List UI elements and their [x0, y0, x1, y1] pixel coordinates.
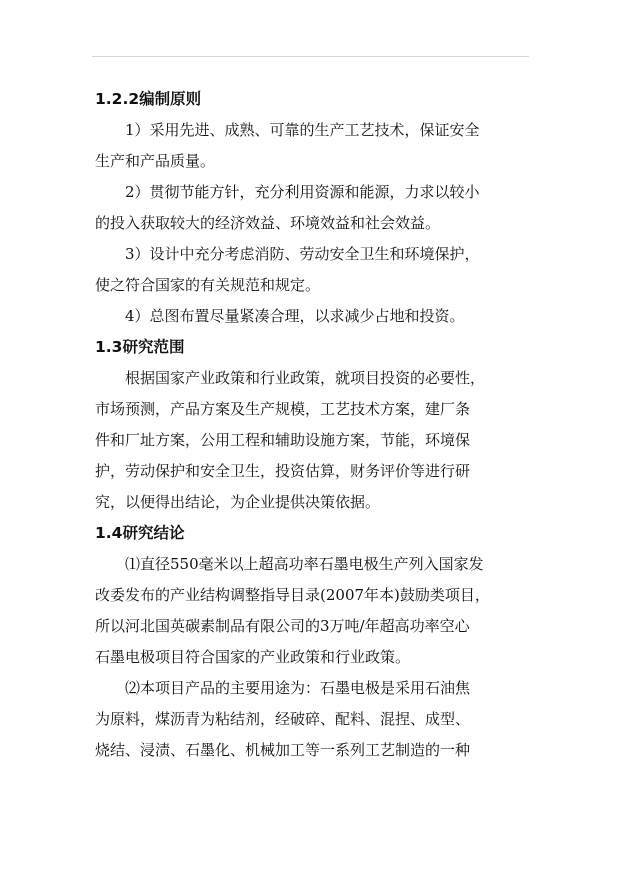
- paragraph-conclusion-1: [95, 549, 525, 673]
- paragraph-principle-3: [95, 239, 525, 301]
- section-heading-1-4: 1.4研究结论: [95, 524, 185, 542]
- text-line: ⑵本项目产品的主要用途为：石墨电极是采用石油焦: [125, 679, 471, 697]
- paragraph-principle-2: [95, 177, 525, 239]
- section-heading-1-2-2: 1.2.2编制原则: [95, 90, 202, 108]
- text-line: 4）总图布置尽量紧凑合理，以求减少占地和投资。: [125, 307, 465, 325]
- paragraph-scope: [95, 363, 525, 518]
- text-line: 根据国家产业政策和行业政策，就项目投资的必要性，: [125, 369, 486, 387]
- text-line: ⑴直径550毫米以上超高功率石墨电极生产列入国家发: [125, 555, 484, 573]
- text-line: 市场预测，产品方案及生产规模，工艺技术方案，建厂条: [95, 400, 471, 418]
- text-line: 护，劳动保护和安全卫生，投资估算，财务评价等进行研: [95, 462, 471, 480]
- text-line: 使之符合国家的有关规范和规定。: [95, 276, 321, 294]
- text-line: 所以河北国英碳素制品有限公司的3万吨/年超高功率空心: [95, 617, 470, 635]
- text-line: 改委发布的产业结构调整指导目录(2007年本)鼓励类项目，: [95, 586, 490, 604]
- document-body: [95, 84, 525, 766]
- text-line: 为原料，煤沥青为粘结剂，经破碎、配料、混捏、成型、: [95, 710, 471, 728]
- text-line: 件和厂址方案，公用工程和辅助设施方案，节能，环境保: [95, 431, 471, 449]
- text-line: 的投入获取较大的经济效益、环境效益和社会效益。: [95, 214, 441, 232]
- section-heading-1-3: 1.3研究范围: [95, 338, 185, 356]
- text-line: 3）设计中充分考虑消防、劳动安全卫生和环境保护，: [125, 245, 480, 263]
- paragraph-principle-1: [95, 115, 525, 177]
- text-line: 烧结、浸渍、石墨化、机械加工等一系列工艺制造的一种: [95, 741, 471, 759]
- text-line: 石墨电极项目符合国家的产业政策和行业政策。: [95, 648, 411, 666]
- text-line: 生产和产品质量。: [95, 152, 216, 170]
- paragraph-principle-4: [95, 301, 525, 332]
- text-line: 2）贯彻节能方针，充分利用资源和能源，力求以较小: [125, 183, 480, 201]
- paragraph-conclusion-2: [95, 673, 525, 766]
- text-line: 1）采用先进、成熟、可靠的生产工艺技术，保证安全: [125, 121, 480, 139]
- header-rule: [92, 56, 529, 57]
- text-line: 究，以便得出结论，为企业提供决策依据。: [95, 493, 381, 511]
